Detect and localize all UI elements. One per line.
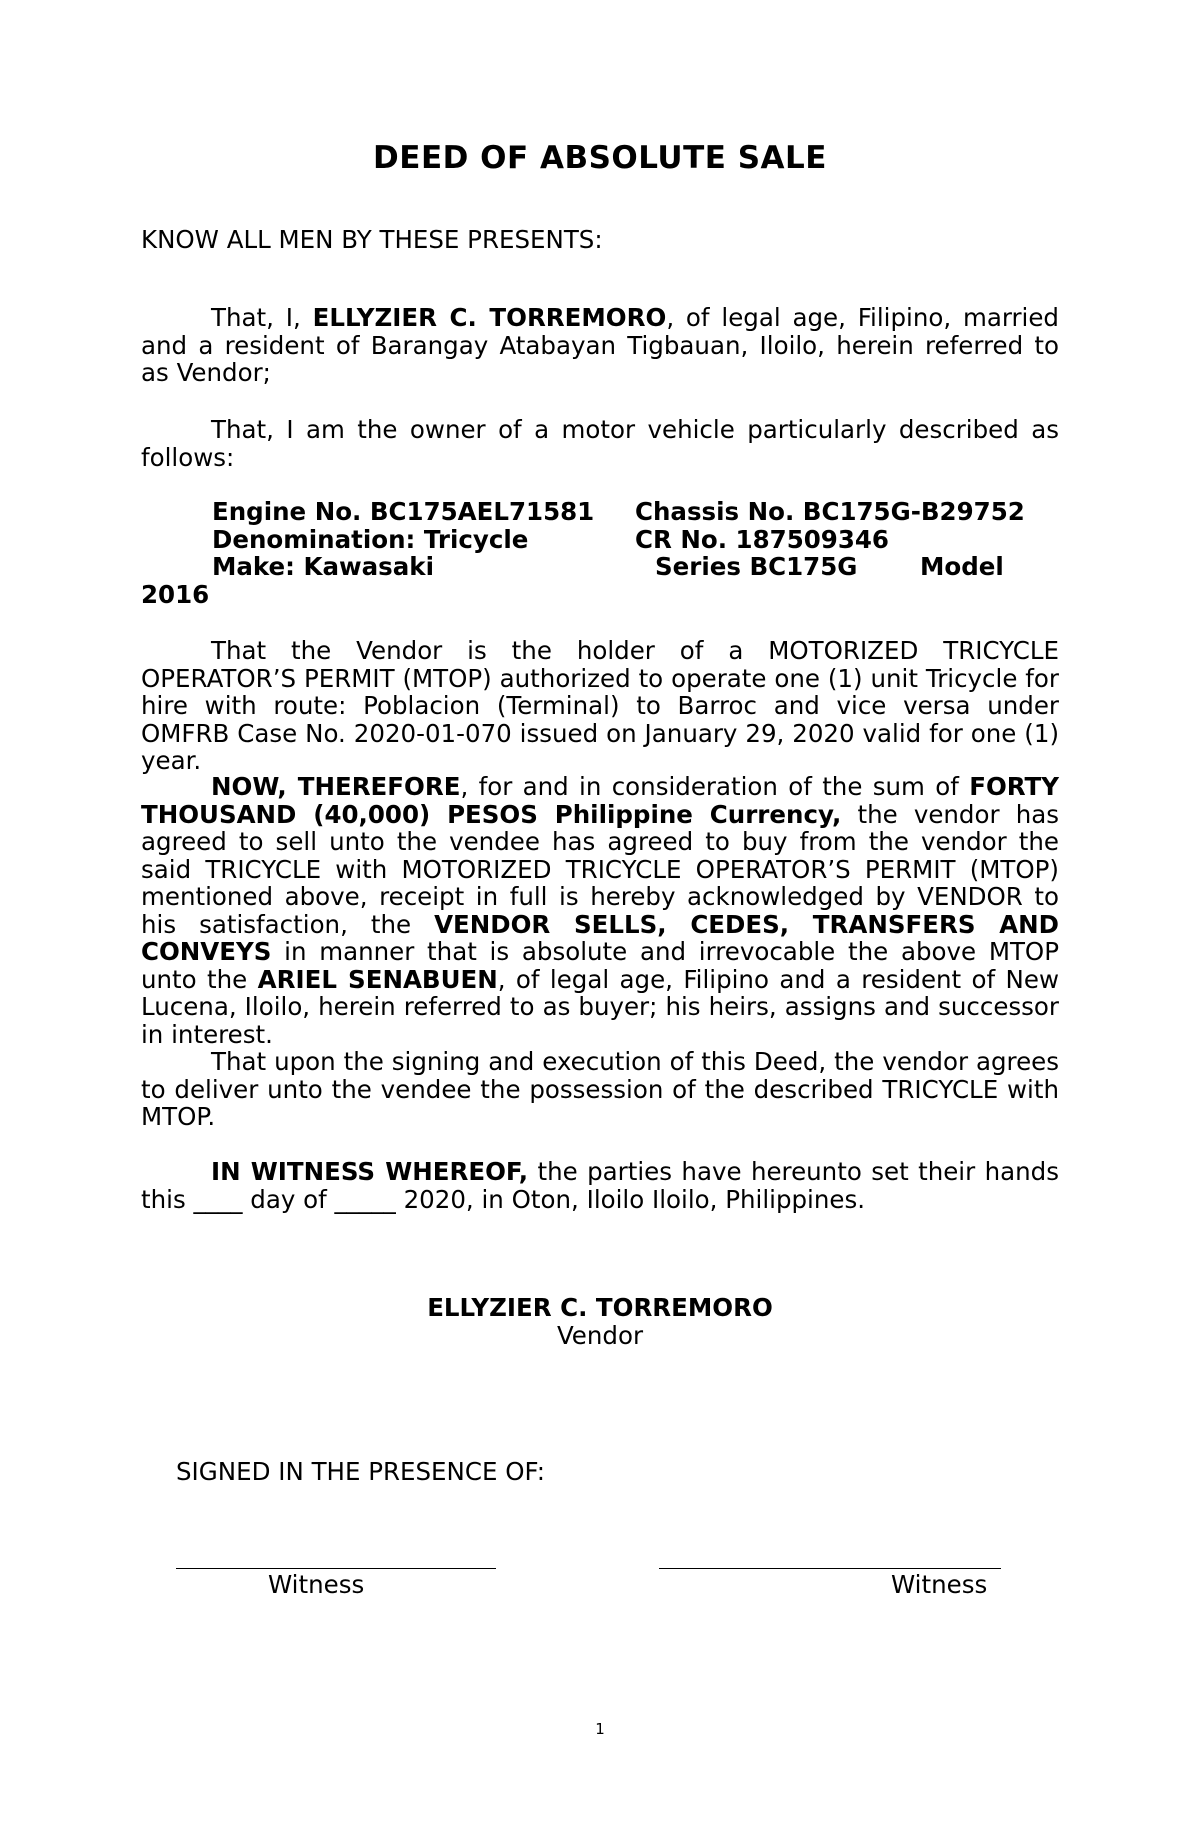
vendor-signature-name: ELLYZIER C. TORREMORO bbox=[427, 1293, 773, 1322]
text: in manner that is absolute and irrevocable the above MTOP unto the bbox=[141, 937, 1059, 994]
vehicle-row-4 bbox=[141, 581, 1059, 609]
paragraph-ownership: That, I am the owner of a motor vehicle particularly described as follows: bbox=[141, 415, 1059, 472]
paragraph-consideration bbox=[141, 773, 1059, 1048]
engine-number: Engine No. BC175AEL71581 bbox=[212, 497, 595, 526]
text: , for and in consideration of the sum of bbox=[460, 772, 970, 801]
model-year: 2016 bbox=[141, 579, 210, 609]
paragraph-vendor bbox=[141, 304, 1059, 387]
document-title: DEED OF ABSOLUTE SALE bbox=[373, 140, 827, 176]
signed-presence-label: SIGNED IN THE PRESENCE OF: bbox=[176, 1457, 545, 1486]
text: the vendor has agreed to sell unto the vendee has agreed to buy from the vendor the said TRICYCLE with MOTORIZED TRICYCLE OPERATOR’S PERMIT (MTOP) mentioned above, receipt in full is hereby acknowledged by VENDOR to his satisfaction, the bbox=[141, 799, 1059, 939]
cr-number: CR No. 187509346 bbox=[635, 524, 889, 554]
text: , of legal age, Filipino and a resident of New Lucena, Iloilo, herein referred to as buyer; his heirs, assigns and successor in interest. bbox=[141, 964, 1059, 1049]
vendor-signature-label: Vendor bbox=[556, 1321, 644, 1350]
bold-text: IN WITNESS WHEREOF, bbox=[211, 1157, 529, 1186]
text: That, I, bbox=[211, 303, 313, 332]
vehicle-details bbox=[141, 498, 1059, 608]
witness-signature-line-1 bbox=[176, 1568, 496, 1569]
text: the parties have hereunto set their hands this ____ day of _____ 2020, in Oton, Iloilo Iloilo, Philippines. bbox=[141, 1157, 1059, 1214]
intro-line: KNOW ALL MEN BY THESE PRESENTS: bbox=[141, 225, 603, 254]
vendor-signature-block bbox=[0, 1294, 1200, 1350]
vehicle-row-1 bbox=[141, 498, 1059, 526]
page-number: 1 bbox=[595, 1720, 605, 1738]
model-label: Model bbox=[920, 552, 1004, 581]
series: Series BC175G bbox=[655, 552, 858, 581]
paragraph-delivery: That upon the signing and execution of this Deed, the vendor agrees to deliver unto the vendee the possession of the described TRICYCLE with MTOP. bbox=[141, 1047, 1059, 1131]
make: Make: Kawasaki bbox=[212, 552, 434, 581]
chassis-number: Chassis No. BC175G-B29752 bbox=[635, 497, 1025, 526]
vehicle-row-3 bbox=[141, 553, 1059, 581]
paragraph-mtop: That the Vendor is the holder of a MOTORIZED TRICYCLE OPERATOR’S PERMIT (MTOP) authorized to operate one (1) unit Tricycle for hire with route: Poblacion (Terminal) to Barroc and vice versa under OMFRB Case No. 2020-01-070 issued on January 29, 2020 valid for one (1) year. bbox=[141, 636, 1059, 775]
witness-label-1: Witness bbox=[268, 1570, 365, 1599]
text: , of legal age, Filipino, married and a resident of Barangay Atabayan Tigbauan, Iloilo, herein referred to as Vendor; bbox=[141, 303, 1059, 387]
bold-text: VENDOR SELLS, CEDES, TRANSFERS AND CONVEYS bbox=[141, 909, 1059, 966]
vehicle-row-2 bbox=[141, 526, 1059, 554]
denomination: Denomination: Tricycle bbox=[212, 524, 529, 554]
bold-text: NOW, THEREFORE bbox=[211, 772, 461, 801]
vendor-name-bold: ELLYZIER C. TORREMORO bbox=[312, 303, 667, 332]
bold-text: FORTY THOUSAND (40,000) PESOS Philippine Currency, bbox=[141, 772, 1059, 829]
witness-signature-line-2 bbox=[659, 1568, 1001, 1569]
paragraph-witness-whereof bbox=[141, 1158, 1059, 1213]
buyer-name-bold: ARIEL SENABUEN bbox=[257, 964, 498, 994]
witness-label-2: Witness bbox=[891, 1570, 988, 1599]
